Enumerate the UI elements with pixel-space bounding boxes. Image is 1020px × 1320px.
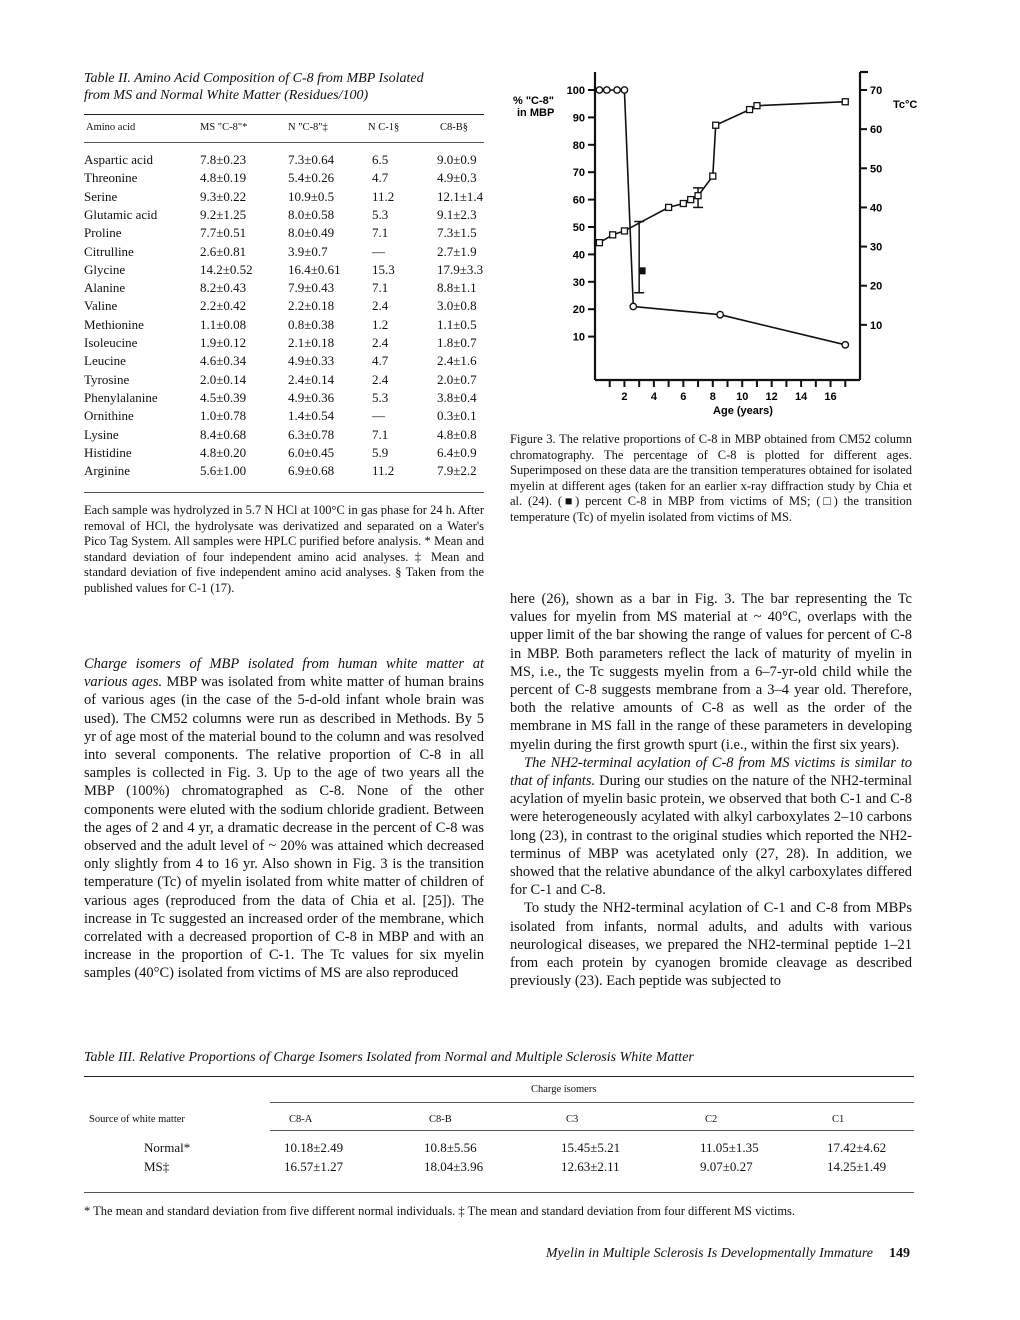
amino-acid-name: Arginine: [84, 463, 130, 479]
table-cell: 5.4±0.26: [288, 170, 335, 186]
table3-column-header: C8-B: [429, 1114, 452, 1125]
y-left-tick-label: 10: [572, 331, 585, 344]
amino-acid-name: Lysine: [84, 426, 119, 442]
table-row: [84, 445, 484, 463]
table-cell: —: [372, 243, 385, 259]
y-right-tick-label: 60: [870, 124, 883, 137]
amino-acid-name: Ornithine: [84, 408, 134, 424]
table-cell: 7.7±0.51: [200, 225, 247, 241]
table3-group-rule: [270, 1102, 914, 1103]
amino-acid-name: Glycine: [84, 261, 126, 277]
table-cell: 1.8±0.7: [437, 335, 477, 350]
paragraph-acylation: [510, 754, 912, 900]
table-cell: 12.1±1.4: [437, 188, 484, 204]
table-row: [84, 408, 484, 426]
table-cell: 1.4±0.54: [288, 408, 335, 424]
table-cell: 7.1: [372, 280, 389, 296]
data-point-open-square: [688, 197, 694, 203]
amino-acid-name: Methionine: [84, 316, 144, 332]
table-cell: 4.8±0.8: [437, 426, 477, 442]
table-cell: 6.0±0.45: [288, 444, 335, 460]
x-tick-label: 8: [709, 391, 716, 403]
table-cell: 7.9±2.2: [437, 463, 477, 479]
amino-acid-name: Phenylalanine: [84, 389, 158, 405]
data-point-open-circle: [842, 342, 848, 348]
table-cell: 2.0±0.14: [200, 371, 247, 387]
y-axis-right-label: Tc°C: [893, 99, 918, 111]
table2-footnote: Each sample was hydrolyzed in 5.7 N HCl at 100°C in gas phase for 24 h. After removal of HCl, the hydrolysate was derivatized and separated on a Water's Pico Tag System. All samples were HPLC purified before analysis. * Mean and standard deviation of four independent amino acid analyses. ‡ Mean and standard deviation of five independent amino acid analyses. § Taken from the published values for C-1 (17).: [84, 503, 484, 595]
table2-bottom-rule: [84, 492, 484, 493]
table-cell: 1.0±0.78: [200, 408, 247, 424]
paragraph-continued: here (26), shown as a bar in Fig. 3. The bar representing the Tc values for myelin from MS material at ~ 40°C, overlaps with the upper limit of the bar showing the range of values for percent of C-8 in MBP. Both parameters reflect the lack of maturity of myelin in MS, i.e., the Tc suggests myelin from a 6–7-yr-old child while the percent of C-8 suggests membrane from a 3–4 year old. Therefore, both the relative amounts of C-8 as well as the order of the membrane in MS fall in the range of these parameters in developing myelin during the first growth spurt (i.e., within the first six years).: [510, 591, 912, 753]
paragraph-text: During our studies on the nature of the NH2-terminal acylation of myelin basic protein, we observed that both C-1 and C-8 were heterogeneously acylated with alkyl carboxylates 2–10 carbons long (23), in contrast to the original studies which reported the NH2-terminus of MBP was acetylated only (27, 28). In addition, we showed that the relative abundance of the alkyl carboxylates differed for C-1 and C-8.: [510, 773, 912, 899]
table-cell: 4.7: [372, 353, 389, 369]
table-cell: 7.9±0.43: [288, 280, 335, 296]
table-cell: 5.9: [372, 444, 389, 460]
table-cell: 4.8±0.20: [200, 444, 247, 460]
table-cell: 9.2±1.25: [200, 206, 247, 222]
amino-acid-name: Glutamic acid: [84, 206, 158, 222]
data-point-open-square: [666, 204, 672, 210]
y-left-tick-label: 50: [572, 222, 585, 234]
table-cell: 3.8±0.4: [437, 389, 477, 405]
table-cell: 5.3: [372, 206, 389, 222]
table-cell: 6.4±0.9: [437, 444, 477, 460]
x-tick-label: 6: [680, 391, 687, 403]
table-cell: 8.4±0.68: [200, 426, 247, 442]
body-column-right: [510, 590, 912, 990]
table-cell: 1.9±0.12: [200, 335, 247, 350]
table-cell: 7.8±0.23: [200, 152, 247, 167]
table3-footnote: * The mean and standard deviation from five different normal individuals. ‡ The mean and standard deviation from four different MS victims.: [84, 1204, 796, 1218]
x-tick-label: 12: [765, 391, 778, 403]
table-cell: 5.6±1.00: [200, 463, 247, 479]
table-cell: 7.1: [372, 225, 389, 241]
body-column-left: [84, 655, 484, 983]
table-row: [84, 189, 484, 207]
data-point-open-circle: [596, 87, 602, 93]
table3-header-rule: [270, 1130, 914, 1131]
table-cell: 15.3: [372, 261, 395, 277]
x-tick-label: 2: [621, 391, 628, 403]
table-cell: 2.1±0.18: [288, 335, 335, 350]
table-cell: 2.2±0.18: [288, 298, 335, 314]
data-point-open-circle: [621, 87, 627, 93]
data-point-open-circle: [614, 87, 620, 93]
table-cell: 11.2: [372, 188, 395, 204]
amino-acid-name: Serine: [84, 188, 118, 204]
table-row: [84, 170, 484, 188]
table2-caption: [84, 70, 479, 104]
table-cell: 16.4±0.61: [288, 261, 341, 277]
amino-acid-name: Citrulline: [84, 243, 134, 259]
table-cell: 2.6±0.81: [200, 243, 247, 259]
table-cell: 3.9±0.7: [288, 243, 328, 259]
amino-acid-name: Tyrosine: [84, 371, 130, 387]
table-cell: 2.4±0.14: [288, 371, 335, 387]
table-cell: 2.2±0.42: [200, 298, 247, 314]
table3-row-source: Normal*: [144, 1140, 191, 1155]
table-cell: 4.6±0.34: [200, 353, 247, 369]
table2-header-n-c8: N "C-8"‡: [288, 122, 328, 133]
table-cell: 0.3±0.1: [437, 408, 477, 424]
table-cell: 2.4±1.6: [437, 353, 477, 369]
table3-cell: 10.18±2.49: [284, 1140, 344, 1155]
amino-acid-name: Histidine: [84, 444, 132, 460]
amino-acid-name: Aspartic acid: [84, 152, 153, 167]
table3-caption: Table III. Relative Proportions of Charge Isomers Isolated from Normal and Multiple Sclerosis White Matter: [84, 1050, 694, 1065]
y-axis-left-label-line2: in MBP: [517, 107, 555, 119]
table2-top-rule: [84, 114, 484, 115]
data-point-open-square: [695, 193, 701, 199]
y-right-tick-label: 20: [870, 280, 883, 293]
table-cell: 4.9±0.33: [288, 353, 335, 369]
table3-cell: 15.45±5.21: [561, 1140, 621, 1155]
table-row: [84, 280, 484, 298]
paragraph-study: To study the NH2-terminal acylation of C-1 and C-8 from MBPs isolated from infants, normal adults, and adults with various neurological diseases, we prepared the NH2-terminal peptide 1–21 from each protein by cyanogen bromide cleavage as described previously (23). Each peptide was subjected to: [510, 900, 912, 990]
table-row: [84, 317, 484, 335]
table3-column-header: C2: [705, 1114, 718, 1125]
x-axis-label: Age (years): [713, 405, 773, 417]
table2-header-ms-c8: MS "C-8"*: [200, 122, 248, 133]
section-heading-charge-isomers: Charge isomers of MBP isolated from human white matter at various ages.: [84, 656, 484, 691]
table-cell: —: [372, 408, 385, 424]
y-right-tick-label: 40: [870, 202, 883, 215]
table-row: [84, 244, 484, 262]
table-cell: 4.7: [372, 170, 389, 186]
table-cell: 0.8±0.38: [288, 316, 335, 332]
data-point-open-square: [754, 103, 760, 109]
table-cell: 10.9±0.5: [288, 188, 335, 204]
y-left-tick-label: 70: [572, 167, 585, 180]
table3-cell: 18.04±3.96: [424, 1159, 484, 1174]
amino-acid-name: Isoleucine: [84, 335, 138, 350]
y-left-tick-label: 90: [572, 112, 585, 125]
table2-header-rule: [84, 142, 484, 143]
table3-top-rule: [84, 1076, 914, 1077]
table-cell: 3.0±0.8: [437, 298, 477, 314]
table-cell: 9.1±2.3: [437, 206, 477, 222]
table-cell: 1.2: [372, 316, 389, 332]
table-cell: 8.8±1.1: [437, 280, 477, 296]
data-point-open-circle: [604, 87, 610, 93]
table-cell: 4.5±0.39: [200, 389, 247, 405]
amino-acid-name: Leucine: [84, 353, 126, 369]
y-left-tick-label: 80: [572, 139, 585, 152]
data-point-open-square: [842, 99, 848, 105]
page-footer: [450, 1246, 910, 1262]
table3-cell: 17.42±4.62: [827, 1140, 887, 1155]
table3-group-header: Charge isomers: [531, 1084, 597, 1095]
page-number: 149: [889, 1246, 910, 1261]
table-cell: 17.9±3.3: [437, 261, 484, 277]
y-right-tick-label: 50: [870, 163, 883, 176]
y-left-tick-label: 30: [572, 276, 585, 289]
data-point-open-circle: [717, 311, 723, 317]
table-row: [84, 372, 484, 390]
data-point-open-square: [596, 240, 602, 246]
amino-acid-name: Threonine: [84, 170, 138, 186]
table-row: [84, 298, 484, 316]
table-row: [84, 463, 484, 481]
table-row: [84, 152, 484, 170]
paragraph-charge-isomers: [84, 655, 484, 983]
section-heading-acylation: The NH2-terminal acylation of C-8 from MS victims is similar to that of infants.: [510, 754, 912, 790]
table3-cell: 10.8±5.56: [424, 1140, 477, 1155]
table-cell: 7.3±0.64: [288, 152, 335, 167]
x-tick-label: 10: [736, 391, 749, 403]
table3-column-header: C8-A: [289, 1114, 313, 1125]
table-cell: 4.8±0.19: [200, 170, 247, 186]
table-cell: 2.4: [372, 335, 389, 350]
table-cell: 7.1: [372, 426, 389, 442]
y-left-tick-label: 100: [566, 85, 585, 97]
x-tick-label: 4: [650, 391, 657, 403]
table-cell: 14.2±0.52: [200, 261, 253, 277]
table-cell: 2.4: [372, 371, 389, 387]
data-point-filled-square: [639, 268, 645, 274]
y-right-tick-label: 10: [870, 319, 883, 332]
data-point-open-square: [710, 173, 716, 179]
table-cell: 2.0±0.7: [437, 371, 477, 387]
data-point-open-square: [713, 122, 719, 128]
running-title: Myelin in Multiple Sclerosis Is Developmentally Immature: [545, 1246, 873, 1261]
data-point-open-square: [621, 228, 627, 234]
table3-cell: 9.07±0.27: [700, 1159, 753, 1174]
table-cell: 9.3±0.22: [200, 188, 247, 204]
table2-header-n-c1: N C-1§: [368, 122, 400, 133]
table3-column-header: C3: [566, 1114, 579, 1125]
table-row: [84, 353, 484, 371]
table-cell: 1.1±0.08: [200, 316, 247, 332]
table-cell: 8.0±0.49: [288, 225, 335, 241]
table-cell: 11.2: [372, 463, 395, 479]
table-cell: 8.2±0.43: [200, 280, 247, 296]
y-left-tick-label: 60: [572, 194, 585, 207]
table-cell: 6.9±0.68: [288, 463, 335, 479]
x-tick-label: 14: [794, 391, 808, 403]
table-row: [84, 427, 484, 445]
table3-row-source: MS‡: [144, 1159, 170, 1174]
table-row: [84, 390, 484, 408]
table-cell: 6.3±0.78: [288, 426, 335, 442]
data-point-open-square: [747, 107, 753, 113]
table3-cell: 11.05±1.35: [700, 1140, 759, 1155]
table-cell: 4.9±0.3: [437, 170, 477, 186]
table3-column-header: C1: [832, 1114, 845, 1125]
table-cell: 2.7±1.9: [437, 243, 477, 259]
table-cell: 6.5: [372, 152, 389, 167]
figure3-caption: Figure 3. The relative proportions of C-8 in MBP obtained from CM52 column chromatography. The percentage of C-8 is plotted for different ages. Superimposed on these data are the transition temperatures obtained for isolated myelin at different ages (taken for an earlier x-ray diffraction study by Chia et al. (24). (■) percent C-8 in MBP from victims of MS; (□) the transition temperature (Tc) of myelin isolated from victims of MS.: [510, 432, 912, 524]
table2-header-c8b: C8-B§: [440, 122, 469, 133]
table-row: [84, 207, 484, 225]
table3-cell: 12.63±2.11: [561, 1159, 620, 1174]
table3-source-header: Source of white matter: [89, 1114, 185, 1125]
y-right-tick-label: 70: [870, 85, 883, 97]
table3: [84, 1072, 914, 1202]
table-cell: 5.3: [372, 389, 389, 405]
paragraph-text: MBP was isolated from white matter of human brains of various ages (in the case of the 5-d-old infant whole brain was used). The CM52 columns were run as described in Methods. By 5 yr of age most of the material bound to the column and was resolved into several components. The relative proportion of C-8 in all samples is collected in Fig. 3. Up to the age of two years all the MBP (100%) chromatographed as C-8. None of the other components were eluted with the sodium chloride gradient. Between the ages of 2 and 4 yr, a dramatic decrease in the percent of C-8 was observed and the adult level of ~ 20% was attained which decreased only slightly from 4 to 16 yr. Also shown in Fig. 3 is the transition temperature (Tc) of myelin isolated from white matter of children of various ages (reproduced from the data of Chia et al. [25]). The increase in Tc suggested an increased order of the membrane, which correlated with a decreased proportion of C-8 in MBP and with an increase in the proportion of C-1. The Tc values for six myelin samples (40°C) isolated from victims of MS are also reproduced: [84, 674, 484, 982]
figure3-chart: [505, 62, 925, 424]
y-right-tick-label: 30: [870, 241, 883, 254]
table-cell: 8.0±0.58: [288, 206, 335, 222]
data-point-open-square: [610, 232, 616, 238]
data-point-open-circle: [630, 303, 636, 309]
data-point-open-square: [680, 201, 686, 207]
table-cell: 7.3±1.5: [437, 225, 477, 241]
amino-acid-name: Proline: [84, 225, 122, 241]
x-tick-label: 16: [824, 391, 837, 403]
table2-header-amino-acid: Amino acid: [86, 122, 136, 133]
amino-acid-name: Valine: [84, 298, 118, 314]
table-cell: 2.4: [372, 298, 389, 314]
y-axis-left-label-line1: % "C-8": [513, 95, 554, 107]
y-left-tick-label: 20: [572, 304, 585, 317]
table-cell: 4.9±0.36: [288, 389, 335, 405]
table-row: [84, 225, 484, 243]
table-cell: 1.1±0.5: [437, 316, 477, 332]
table2-caption-line2: from MS and Normal White Matter (Residues/100): [84, 88, 369, 103]
amino-acid-name: Alanine: [84, 280, 126, 296]
table3-cell: 14.25±1.49: [827, 1159, 887, 1174]
y-left-tick-label: 40: [572, 249, 585, 262]
chart-marks: [596, 87, 848, 348]
table-row: [84, 335, 484, 353]
table-row: [84, 262, 484, 280]
table-cell: 9.0±0.9: [437, 152, 477, 167]
table3-bottom-rule: [84, 1192, 914, 1193]
table2-caption-line1: Table II. Amino Acid Composition of C-8 from MBP Isolated: [84, 71, 424, 86]
table3-cell: 16.57±1.27: [284, 1159, 344, 1174]
